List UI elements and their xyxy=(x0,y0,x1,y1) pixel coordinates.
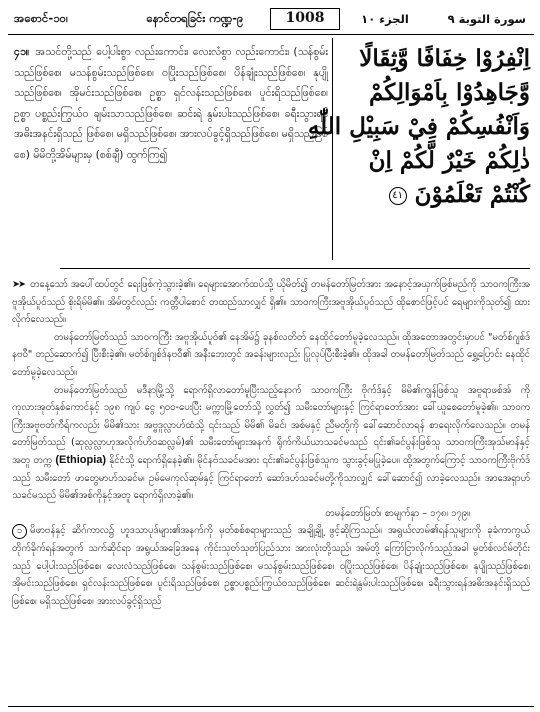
ayah-end-marker: ٤١ xyxy=(389,187,407,205)
header-divider xyxy=(8,34,534,35)
commentary-text-3: တမန်တော်မြတ်သည် မဒီနာမြို့သို့ ရောက်ရှိလာတော်မူပြီးသည့်နောက် သာဝကကြီး ဗိုက်ဒ်နှင့် မိမိ၏ကျွန်ဖြစ်သူ အဗူရာဖစ်အ် ကို ကုလားအုတ်နှစ်ကောင်နှင့် ၁၉၈ ကျပ် ငွေ ၅၀၀-ပေးပြီး မက္ကာမြို့တော်သို့ လွှတ်၍ သမီးတော်များနှင့် ကြင်ရာတော်အား ခေါ်ယူစေတော်မူခဲ့၏။ သာဝကကြီးအဗူဗတ်ကီရ်ကလည်း မိမိ၏သား အဗ္ဗဒူလ္လာဟ်ထံသို့ ၎င်းသည် မိမိ၏ မိခင်၊ အစ်မနှင့် ညီမတို့ကို ခေါ်ဆောင်လာရန် စာရေးလိုက်လေသည်။ တမန်တော်မြတ်သည် (ဆုလ္လလ္လာဟုအလိုက်ဟိဝဆလ္လမ်)၏ သမီးတော်များအနက် ရိုက်ကိယ်ယာသခင်မသည် ၎င်း၏ခင်ပွန်းဖြစ်သူ သာဝကကြီးအုသ်မာန်နှင့်အတူ တက္က xyxy=(12,384,530,466)
footnote-number: ၁ xyxy=(12,524,27,539)
commentary xyxy=(12,276,530,610)
arabic-line-3: وَاَنْفُسِكُمْ فِيْ سَبِيْلِ اللّٰهِ xyxy=(307,113,530,140)
page-number: 1008 xyxy=(270,8,340,30)
arabic-line-2: وَّجَاهِدُوْا بِاَمْوَالِكُمْ xyxy=(368,79,530,106)
verse-translation-text: အသင်တို့သည် ပေါ့ပါးစွာ လည်းကောင်း၊ လေးလံစွာ လည်းကောင်း၊ (သန်စွမ်းသည်ဖြစ်စေ၊ မသန်စွမ်းသည်ဖြစ်စေ၊ ဝပြိုးသည်ဖြစ်စေ၊ ပိန်ချုံးသည်ဖြစ်စေ၊ နုပျိုသည်ဖြစ်စေ၊ အိုမင်းသည်ဖြစ်စေ၊ ဥစ္စာ ရှင်လန်းသည်ဖြစ်စေ၊ ပူင်းရိသည်ဖြစ်စေ၊ ဥစ္စာ ပစ္စည်းကြွယ်ဝ ချမ်းသာသည်ဖြစ်စေ၊ ဆင်းရဲ နွမ်းပါးသည်ဖြစ်စေ၊ ခရီးသွားရန် အဓိးအနင်းရှိသည် ဖြစ်စေ၊ မရှိသည်ဖြစ်စေ၊ အားလပ်ခွင့်ရှိသည်ဖြစ်စေ၊ မရှိသည်ဖြစ်စေ) မိမိတို့အိမ်များမှ (စစ်ချီ) ထွက်ကြ၍ xyxy=(14,46,328,161)
header-chapter-title: နောင်တရခြင်း ကဏ္ဍ-၉ xyxy=(146,10,244,25)
verse-number: ၄၁။ xyxy=(14,46,30,58)
arabic-verse xyxy=(307,42,530,212)
header-juz: الجزء ١٠ xyxy=(361,12,409,26)
commentary-paragraph-1 xyxy=(12,276,530,329)
commentary-reference: တမန်တော်မြတ်၊ စာမျက်နှာ – ၁၇၈၊ ၁၇၉။ xyxy=(325,507,470,519)
commentary-paragraph-3 xyxy=(12,382,530,505)
verse-translation xyxy=(14,42,328,165)
arabic-line-5-text: كُنْتُمْ تَعْلَمُوْنَ xyxy=(414,181,530,208)
commentary-text-3b: နိုင်ငံသို့ ရောက်ရှိနေခဲ့၏။ မိုင်နဗ်သခင်မအား ၎င်း၏ခင်ပွန်းဖြစ်သူက သွားခွင့်မပြုခဲ့ပေ။ ထို့အတွက်ကြောင့် သာဝကကြီးဗိုက်ဒ်သည် သမီးတော် ဖာတွေမာဟ်သခင်မ၊ ဥမ်မေကုလ်ဆုမ်နှင့် ကြင်ရာတော် ဆော်ဒဟ်သခင်မတို့ကိုသာလျှင် ခေါ်ဆောင်၍ လာခဲ့လေသည်။ အာအေရှာဟ်သခင်မသည် မိမိ၏အစ်ကိုနှင့်အတူ ရောက်ရှိလာခဲ့၏။ xyxy=(12,454,530,502)
commentary-divider xyxy=(60,268,530,269)
footnote-text: မိဖာဗန်နှင့် ဆိဂ်ကာလ၌ ဟူဒသာပုဒ်များ၏အနက်ကို မှတ်စစ်စရာများသည် အချို့ချို့ ဖွင့်ဆိုကြသည်။ အရွယ်လာမ်၏ရန်သူများကို ခုခံကာကွယ် တိုက်ခိုက်ရန်အတွက် သက်ဆိုင်ရာ အရွယ်အခြေအနေ ကိုင်းသုတ်သုတ်ပြည်သား အားလုံးတို့သည်၊ အမ်တို့ ကြော်ငြာလိုက်သည့်အခါ မွတ်စ်လင်မ်တိုင်းသည် ပေါ့ပါးသည်ဖြစ်စေ၊ လေးလံသည်ဖြစ်စေ၊ သန်စွမ်းသည်ဖြစ်စေ၊ မသန်စွမ်းသည်ဖြစ်စေ၊ ဝပြိုးသည်ဖြစ်စေ၊ ပိန်ချုံးသည်ဖြစ်စေ၊ နုပျိုသည်ဖြစ်စေ၊ အိုမင်းသည်ဖြစ်စေ၊ ရှင်လန်းသည်ဖြစ်စေ၊ ပူင်းရိသည်ဖြစ်စေ၊ ဥစ္စာပစ္စည်းကြွယ်ဝသည်ဖြစ်စေ၊ ဆင်းရဲနွမ်းပါးသည်ဖြစ်စေ၊ ခရီးသွားရန်အဓိးအနင်းရှိသည်ဖြစ်စေ၊ မရှိသည်ဖြစ်စေ၊ အားလပ်ခွင့်ရှိသည် xyxy=(12,525,530,607)
arabic-line-5 xyxy=(338,178,530,212)
footer-divider xyxy=(8,706,534,707)
column-divider xyxy=(332,38,333,260)
header-section: အစောင်-၁၀၊ xyxy=(14,10,68,25)
arrow-icon: ➤➤ xyxy=(12,279,25,290)
footnote xyxy=(12,522,530,610)
arabic-line-4: ذٰلِكُمْ خَيْرٌ لَّكُمْ اِنْ xyxy=(368,147,530,174)
commentary-paragraph-2: တမန်တော်မြတ်သည် သာဝကကြီး အဗူအိုယ်ပူဝ်၏ နေအိမ်၌ ခုနစ်လတိတ် နေထိုင်တော်မူခဲ့လေသည်။ ထိုအတောအတွင်းမှာပင် "မတ်စ်ဂျစ်ဒ်နဗဝီ" တည်ဆောက်၍ ပြီးစီးခဲ့၏။ မတ်စ်ဂျစ်ဒ်နဗဝီ၏ အနီးဘေးတွင် အခန်းများလည်း ပြုလုပ်ပြီးစီးခဲ့၏။ ထိုအခါ တမန်တော်မြတ်သည် ရွှေ့ပြောင်း နေထိုင်တော်မူခဲ့လေသည်။ xyxy=(12,331,530,378)
commentary-text-1: တနေ့သော် အပေါ်ထပ်တွင် ရေးဖြစ်ကဲ့သွားခဲ့၏။ ရေများအောက်ထပ်သို့ ယိုမိတ်၍ တမန်တော်မြတ်အား အနောင့်အယှက်ဖြစ်မည်ကို သာဝကကြီးအဗူအိုယ်ပူဝ်သည် စိုးရိမ်မိ၏။ အိမ်တွင်လည်း ကတ္တီပါစောင် တထည်သာလျှင် ရှိ၏။ သာဝကကြီးအဗူအိုယ်ပူဝ်သည် ထိုစောင်ဖြင့်ပင် ရေများကိုသုတ်၍ ထားလိုက်လေသည်။ xyxy=(12,279,530,326)
arabic-line-1: اِنْفِرُوْا خِفَافًا وَّثِقَالًا xyxy=(359,45,530,72)
header-surah: سورة التوبة ٩ xyxy=(447,12,526,26)
page-header xyxy=(10,6,532,32)
ethiopia-term: (Ethiopia) xyxy=(55,453,107,466)
